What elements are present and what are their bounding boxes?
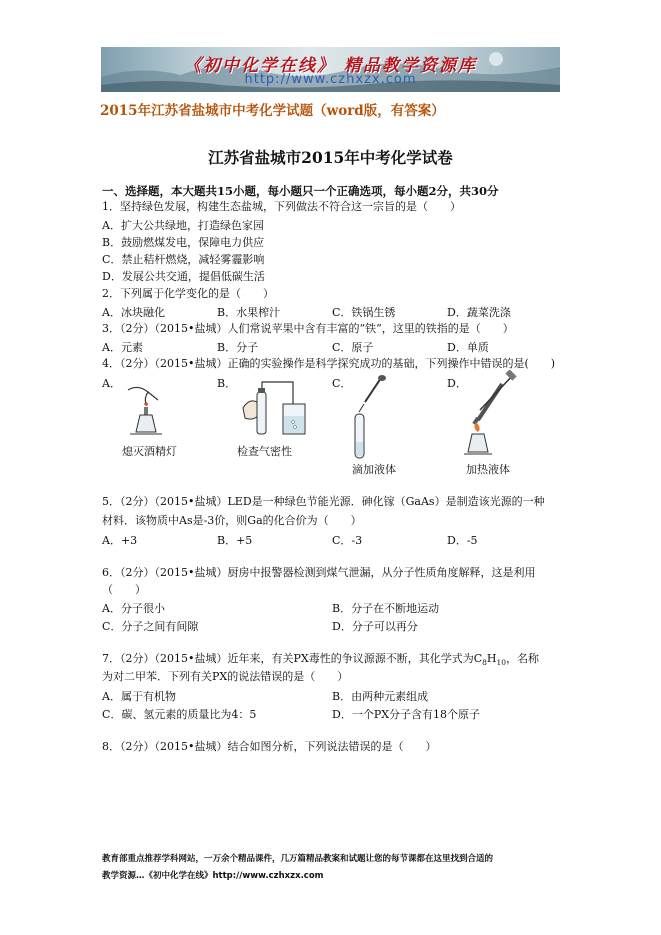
question-7-stem-line1: [102, 652, 539, 670]
q7-sub-hydrogen: 10: [496, 658, 507, 668]
document-title: 2015年江苏省盐城市中考化学试题（word版，有答案）: [100, 103, 445, 119]
q7-option-d: D．一个PX分子含有18个原子: [332, 708, 481, 721]
banner-title: 《初中化学在线》 精品教学资源库: [184, 56, 477, 76]
q4-option-d: D．: [447, 377, 467, 390]
section-heading: 一、选择题，本大题共15小题，每小题只一个正确选项，每小题2分，共30分: [102, 184, 499, 198]
footer-line-2[interactable]: 教学资源…《初中化学在线》http://www.czhxzx.com: [102, 871, 324, 881]
q4-option-b: B．: [217, 377, 237, 390]
q7-option-b: B．由两种元素组成: [332, 690, 429, 703]
question-2-stem: 2．下列属于化学变化的是（ ）: [102, 287, 274, 300]
q3-option-b: B．分子: [217, 341, 259, 354]
question-1-stem: 1．坚持绿色发展，构建生态盐城，下列做法不符合这一宗旨的是（ ）: [102, 200, 461, 213]
q5-option-b: B．+5: [217, 534, 253, 547]
q1-option-d: D．发展公共交通，提倡低碳生活: [102, 270, 265, 283]
q7-stem-part-b: ，名称: [506, 652, 540, 665]
q2-option-a: A．冰块融化: [102, 306, 165, 319]
q6-option-a: A．分子很小: [102, 602, 165, 615]
q7-stem-part-a: 7．（2分）（2015•盐城）近年来，有关PX毒性的争议源源不断，其化学式为C: [102, 652, 483, 665]
banner-url[interactable]: http://www.czhxzx.com: [244, 72, 417, 87]
q7-stem-mid: H: [486, 652, 497, 665]
q2-option-c: C．铁锅生锈: [332, 306, 396, 319]
q4-caption-d: 加热液体: [466, 463, 510, 476]
question-5-stem-line2: 材料．该物质中As是-3价，则Ga的化合价为（ ）: [102, 514, 362, 527]
q2-option-d: D．蔬菜洗涤: [447, 306, 511, 319]
q5-option-a: A．+3: [102, 534, 138, 547]
q6-option-d: D．分子可以再分: [332, 620, 418, 633]
q7-sub-carbon: 8: [482, 658, 487, 668]
q1-option-a: A．扩大公共绿地，打造绿色家园: [102, 219, 264, 232]
q6-option-c: C．分子之间有间隙: [102, 620, 199, 633]
heating-liquid-icon: [462, 370, 532, 460]
q5-option-d: D．-5: [447, 534, 478, 547]
exam-title: 江苏省盐城市2015年中考化学试卷: [208, 148, 453, 167]
question-7-stem-line2: 为对二甲苯．下列有关PX的说法错误的是（ ）: [102, 670, 349, 683]
q4-option-c: C．: [332, 377, 352, 390]
q4-caption-a: 熄灭酒精灯: [122, 445, 177, 458]
question-4-stem: 4．（2分）（2015•盐城）正确的实验操作是科学探究成功的基础，下列操作中错误的是( ): [102, 357, 556, 370]
q5-option-c: C．-3: [332, 534, 363, 547]
q1-option-c: C．禁止秸杆燃烧，减轻雾霾影响: [102, 253, 265, 266]
q3-option-c: C．原子: [332, 341, 374, 354]
q3-option-a: A．元素: [102, 341, 143, 354]
dropping-liquid-icon: [345, 374, 395, 464]
question-6-stem-line2: （ ）: [102, 583, 146, 596]
question-6-stem-line1: 6．（2分）（2015•盐城）厨房中报警器检测到煤气泄漏，从分子性质角度解释，这是利用: [102, 566, 536, 579]
alcohol-lamp-extinguish-icon: [120, 380, 180, 440]
q4-caption-c: 滴加液体: [352, 463, 396, 476]
q3-option-d: D．单质: [447, 341, 489, 354]
question-8-stem: 8．（2分）（2015•盐城）结合如图分析，下列说法错误的是（ ）: [102, 740, 437, 753]
airtightness-check-icon: [235, 378, 315, 440]
question-5-stem-line1: 5．（2分）（2015•盐城）LED是一种绿色节能光源．砷化镓（GaAs）是制造该光源的一种: [102, 495, 545, 508]
site-banner[interactable]: [101, 47, 560, 92]
q4-option-a: A．: [102, 377, 121, 390]
q1-option-b: B．鼓励燃煤发电，保障电力供应: [102, 236, 265, 249]
q4-caption-b: 检查气密性: [237, 445, 292, 458]
q2-option-b: B．水果榨汁: [217, 306, 281, 319]
q7-option-c: C．碳、氢元素的质量比为4：5: [102, 708, 257, 721]
q7-option-a: A．属于有机物: [102, 690, 176, 703]
q6-option-b: B．分子在不断地运动: [332, 602, 440, 615]
footer-line-1: 教育部重点推荐学科网站，一万余个精品课件，几万篇精品教案和试题让您的每节课都在这里找到合适的: [102, 854, 494, 864]
question-3-stem: 3．（2分）（2015•盐城）人们常说苹果中含有丰富的“铁”，这里的铁指的是（ ）: [102, 322, 514, 335]
